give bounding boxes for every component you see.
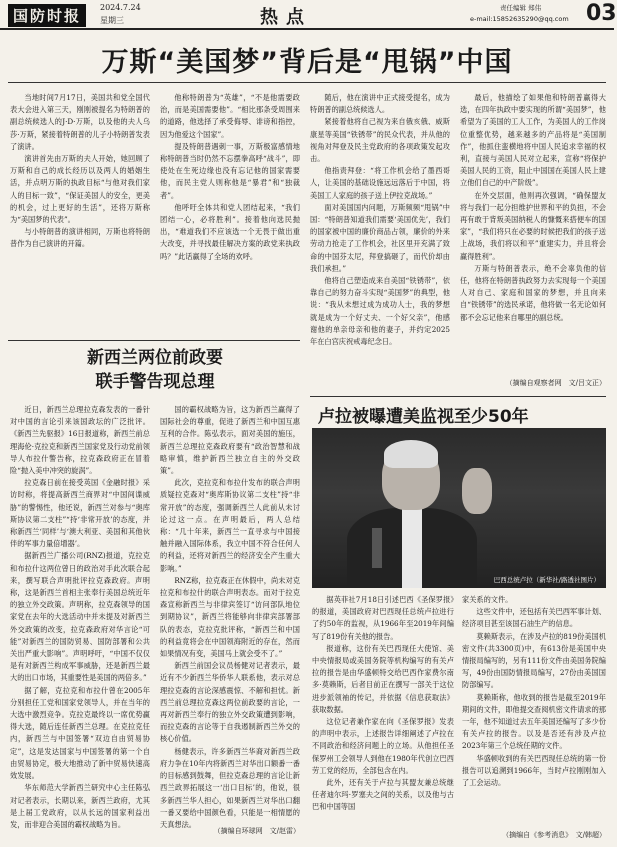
article3-headline: 卢拉被曝遭美监视至少50年 <box>318 407 529 427</box>
headline-rule <box>8 82 606 83</box>
paragraph: 与小特朗普的演讲相同，万斯也将特朗普作为自己演讲的开篇。 <box>10 227 150 249</box>
paragraph: 报道称，这份有关巴西现任大使馆、美中央情报局或美国务院等机构编写的有关卢拉的报告是由华盛顿特交给巴西作家费尔南多·莫赖斯，后者目前正在撰写一部关于这位进步派领袖的传记，并依据《信息获取法》获取数据。 <box>312 643 454 714</box>
paragraph: 随后，他在演讲中正式接受提名，成为特朗普的副总统候选人。 <box>310 93 450 115</box>
paragraph: 新西兰前国会议员杨健对记者表示，最近有不少新西兰华侨华人联系他，表示对总理拉克森的言论深感震惊、不解和担忧。新西兰前总理拉克森这两位前政要的言论，一再对新西兰奉行的独立外交政策遭到影响，而拉克森的言论等于自我遏制新西兰外交的核心价值。 <box>160 661 300 744</box>
paragraph: 杨健表示，许多新西兰华裔对新西兰政府力争在10年内将新西兰对华出口额番一番的目标感到鼓舞，但拉克森总理的言论让新西兰政界拓展这一‘出口目标’的，他说，很多新西兰华人担心，如果新西兰对华出口翻一番又要给中国颜色看，只能是一相情愿的天真想法。 <box>160 746 300 829</box>
paragraph: 最后，他描绘了如果他和特朗普赢得大选，在四年执政中要实现的所谓“美国梦”，他希望为了美国的工人工作，为美国人的工作岗位重整优势，越来越多的产品将是“美国制作”，他抓住蛮横地将中国人民追求幸福的权利，直接与美国人民对立起来，宣称“将保护美国人民的工资，阻止中国国在美国人民上建立他们自己的中产阶级”。 <box>460 93 606 188</box>
paragraph: 演讲首先由万斯的夫人开始，她回顾了万斯和自己的成长经历以及两人的婚姻生活，并点明万斯的执政目标“与他对我们家人的目标一致”，“保证美国人的安全，更美的机会，过上更好的生活”，还将万斯称为“美国梦的代表”。 <box>10 154 150 225</box>
paragraph: 莫赖斯表示，在涉及卢拉的819份美国机密文件(共3300页)中，有613份是美国中央情报局编写的，另有111份文件由美国务院编写，49份由国防情报局编写，27份由美国国防部编写。 <box>462 631 606 690</box>
article1-headline: 万斯“美国梦”背后是“甩锅”中国 <box>101 47 513 78</box>
photo-figure-hand <box>462 468 492 514</box>
article1-column-3 <box>310 92 450 392</box>
paragraph: 这些文件中，还包括有关巴西军事计划、经济项目甚至该国石油生产的信息。 <box>462 607 606 629</box>
paragraph: 近日，新西兰总理拉克森发表的一番针对中国的言论引来该国政坛的广泛批评。《新西兰先驱报》16日报道称，新西兰前总理海伦·克拉克和新西兰国家党及行动党前领导人布拉什警告称，拉克森政府正在冒着险“抛入美中冲突的旋涡”。 <box>10 405 150 476</box>
article1-column-4 <box>460 92 606 374</box>
paragraph: 面对美国国内问题，万斯频频“甩锅”中国：“特朗普知道我们需要‘美国优先’，我们的国家被中国的廉价商品占领，廉价的外来劳动力抢走了工作机会，社区里开充满了致命的中国芬太尼，拜登搞砸了，而代价却由我们承担。” <box>310 202 450 273</box>
article1-column-1 <box>10 92 150 340</box>
photo-microphone <box>372 528 382 568</box>
photo-figure-shirt <box>402 508 422 588</box>
paragraph: 据新西兰广播公司(RNZ)报道，克拉克和布拉什这两位曾日的政治对手此次联合起来，撰写联合声明批评拉克森政府。声明称，这是新西兰首相主张奉行美国总统近年的独立外交政策。声明称，拉克森领导的国家党在去年的大选活动中并未提及对新西兰外交政策的改变，拉克森政府对华言论“可能”对新西兰的国防贸易、国防部署和公共关出严重大影响”。声明呼吁，“中国不仅仅是有对新西兰构成军事威胁，还是新西兰最大的出口市场，其重要性是美国的两倍多。” <box>10 551 150 683</box>
paragraph: 华盛顿收到的有关巴西现任总统的第一份报告可以追溯到1966年，当时卢拉刚刚加入了工会运动。 <box>462 753 606 788</box>
editor-credit: 责任编辑 郑伟 <box>500 4 542 12</box>
issue-date: 2024.7.24 <box>100 3 141 12</box>
paragraph: 莫赖斯称，他收到的报告是截至2019年期间的文件，即他提交查阅机密文件请求的那一年，他不知道过去五年美国还编写了多少份有关卢拉的报告。以及是否还有涉及卢拉2023年第三个总统任期的文件。 <box>462 692 606 751</box>
paragraph: 国的霸权战略为旨，这为新西兰赢得了国际社会的尊重，促进了新西兰和中国互惠互利的合作。陈弘表示，面对美国的施压，新西兰总理拉克森政府要有“政治智慧和战略审慎，维护新西兰独立自主的外交政策”。 <box>160 405 300 476</box>
paragraph: 当地时间7月17日，美国共和党全国代表大会进入第三天，刚刚被提名为特朗普的副总统候选人的J·D·万斯，以及他的夫人乌莎·万斯，紧接着特朗普的儿子小特朗普发表了演讲。 <box>10 93 150 151</box>
paragraph: 紧接着他将自己视为来自俄亥俄、威斯康星等美国“铁锈带”的民众代表，并从他的视角对拜登及民主党政府的各项政策发起攻击。 <box>310 117 450 164</box>
article2-headline-line1: 新西兰两位前政要 <box>87 348 223 368</box>
article3-column-2 <box>462 594 606 826</box>
photo-figure-hair <box>384 440 438 468</box>
paragraph: 在外交层面，他则再次强调，“确保盟友将与我们一起分担维护世界和平的负担，不会再有敢于背叛美国纳税人的慷慨来搭便车的国家”，“我们将只在必要的时候把我们的孩子送上战场，我们将以和平”重建实力，并且将会赢得胜利”。 <box>460 190 606 261</box>
photo-caption: 巴西总统卢拉（新华社/路透社图片） <box>493 576 600 584</box>
article2-column-1 <box>10 404 150 836</box>
lula-photo <box>312 428 606 588</box>
article2-headline <box>10 346 300 394</box>
paragraph: 万斯与特朗普表示，绝不会辜负他的信任，他将在特朗普执政努力去实现每一个美国人对自己、家庭和国家的梦想，并且向来自“铁锈带”的选民承诺，他将做一名无论如何都不会忘记他来自哪里的副总统。 <box>460 263 606 322</box>
paragraph: 他将自己塑造成来自美国“铁锈带”，依靠自己的努力奋斗实现“美国梦”的典型，他说：“我从未想过成为成功人士，我的梦想就是成为一个好丈夫、一个好父亲”，他感谢他的单亲母亲和他的妻子，并约定2025年在白宫庆祝戒毒纪念日。 <box>310 276 450 347</box>
article2-headline-line2: 联手警告现总理 <box>95 372 215 392</box>
masthead-logo: 国防时报 <box>8 4 86 27</box>
paragraph: 据英菲社7月18日引述巴西《圣保罗报》的报道，美国政府对巴西现任总统卢拉进行了约50年的监视，从1966年至2019年间编写了819份有关他的报告。 <box>312 595 454 641</box>
page-number: 03 <box>586 1 617 26</box>
article2-column-2 <box>160 404 300 829</box>
paragraph: 家关系的文件。 <box>462 595 513 604</box>
issue-weekday: 星期三 <box>100 16 124 25</box>
article2-byline: （摘编自环球网 文/赵雷） <box>213 827 300 835</box>
section-rule <box>310 396 606 397</box>
article3-column-1 <box>312 594 454 840</box>
paragraph: RNZ称，拉克森正在休假中，尚未对克拉克和布拉什的联合声明表态。而对于拉克森宣称新西兰与非律宾签订“访问部队地位到期协议”，新西兰将能够向非律宾部署部队的表态，克拉克批评称，“新西兰和中国的利益竟将会在中国领海附近的存在，然而如果情况有变，美国马上就会受不了。” <box>160 575 300 659</box>
paragraph: 他称特朗普为“英雄”，“不是他需要政治，而是美国需要他”。“相比那条受周围来的道路，他选择了承受侮辱、诽谤和指控，因为他爱这个国家”。 <box>160 93 300 139</box>
article1-column-2 <box>160 92 300 340</box>
article3-byline: （摘编自《参考消息》 文/韩超） <box>502 831 606 839</box>
article1-byline: （摘编自观察者网 文/吕文正） <box>505 379 606 387</box>
paragraph: 拉克森日前在接受英国《金融时报》采访时称，将提高新西兰商界对“中国间谍威胁”的警惕性，他还说，新西兰对参与“奥库斯协议第二支柱”“持‘非常开放’的态度，并称新西兰‘同样’与‘澳大利亚、美国和其他伙伴的军事力量倍增器’。 <box>10 478 150 549</box>
editor-email: e-mail:15852635290@qq.com <box>470 15 569 23</box>
section-title: 热点 <box>260 7 312 28</box>
paragraph: 提及特朗普遇刺一事，万斯极富感情地称特朗普当时仍然不忘摆拳高呼“战斗”，即使处在生死边缘也没有忘记他的国家需要他，而民主党人则称他是“暴君”和“独裁者”。 <box>160 141 300 200</box>
paragraph: 此外，还有关于卢拉与其盟友兼总统继任者迪尔玛·罗塞夫之间的关系，以及他与古巴和中国等国 <box>312 778 454 812</box>
paragraph: 此次，克拉克和布拉什发布的联合声明质疑拉克森对“奥库斯协议第二支柱”持“非常开放”的态度，强调新西兰人此前从未讨论过这一点。在声明最后，两人总结称：“几十年来，新西兰一直寻求与中国接触并融入国际体系，我立中国不符合任何人的利益，还将对新西兰的经济安全产生重大影响。” <box>160 478 300 573</box>
paragraph: 他呼吁全体共和党人团结起来，“我们团结一心，必将胜利”。接着他向选民抛出，“难道我们不应该选一个无畏于做出重大改变，并寻找最佳解决方案的政党来执政吗？”此话赢得了全场的欢呼。 <box>160 202 300 261</box>
paragraph: 他指责拜登：“将工作机会给了墨西哥人，让美国的基础设施远远落后于中国，将美国工人家庭的孩子送上伊拉克战场。” <box>310 166 450 200</box>
section-rule <box>8 340 300 341</box>
paragraph: 这位记者兼作家在向《圣保罗报》发表的声明中表示，上述报告详细阐述了卢拉在不同政治和经济问题上的立场。从他担任圣保罗州工会领导人到他在1980年代创立巴西劳工党的经历，全部包含在内。 <box>312 717 454 775</box>
paragraph: 据了解，克拉克和布拉什曾在2005年分别担任工党和国家党领导人，并在当年的大选中激烈竞争。克拉克最终以一席优势赢得大选，随后连任新西兰总理。在克拉克任内，新西兰与中国签署“双边自由贸易协定”，这是发达国家与中国签署的第一个自由贸易协定，极大地推动了新中贸易快速高效发展。 <box>10 685 150 781</box>
paragraph: 华东师范大学新西兰研究中心主任陈弘对记者表示，长期以来，新西兰政府，尤其是上届工党政府，以从长远的国家利益出发，而非迎合美国的霸权战略为旨。 <box>10 783 150 829</box>
